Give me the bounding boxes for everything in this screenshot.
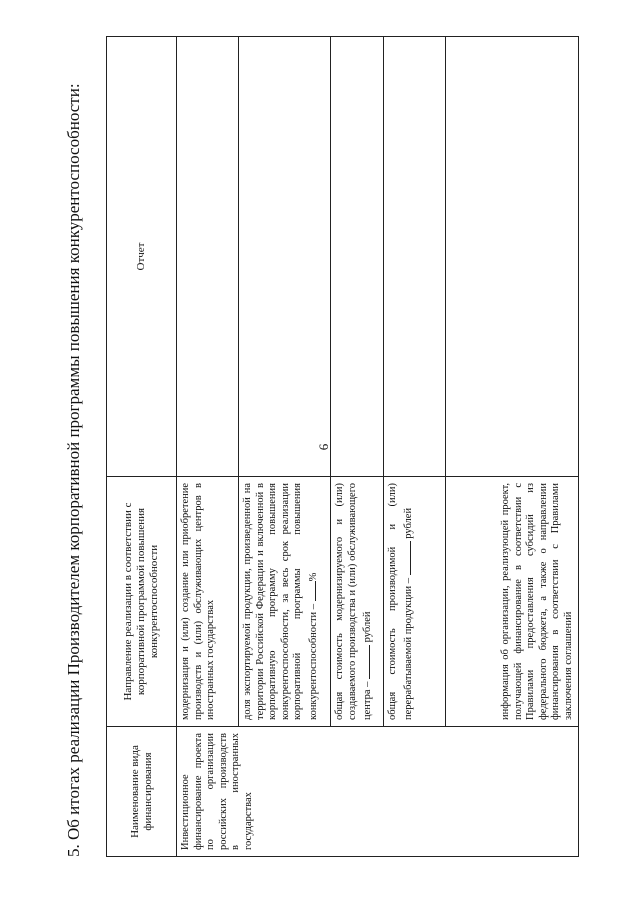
rotated-page-content	[63, 37, 578, 857]
direction-text: общая стоимость модернизируемого и (или) создаваемого производства и (или) обслуживающего центра –	[334, 483, 373, 720]
direction-cell	[331, 477, 384, 727]
direction-cell: модернизация и (или) создание или приобретение производств и (или) обслуживающих центров в иностранных государствах	[177, 477, 239, 727]
financing-type-cell: Инвестиционное финансирование проекта по организации российских производств в иностранных государствах	[177, 727, 579, 857]
blank-field	[400, 541, 411, 575]
report-cell[interactable]	[446, 37, 579, 477]
direction-text: общая стоимость производимой и (или) перерабатываемой продукции –	[387, 483, 414, 720]
report-cell[interactable]	[239, 37, 331, 477]
direction-text: доля экспортируемой продукции, произведенной на территории Российской Федерации и включенной в корпоративную программу повышения конкурентоспособности, за весь срок реализации корпоративной программы повышения конкурентоспособности –	[242, 483, 319, 720]
report-cell[interactable]	[177, 37, 239, 477]
header-direction: Направление реализации в соответствии с корпоративной программой повышения конкурентоспособности	[107, 477, 177, 727]
report-cell[interactable]	[384, 37, 446, 477]
blank-field	[359, 645, 370, 679]
table-header-row	[107, 37, 177, 857]
blank-field	[305, 581, 316, 601]
header-financing-type: Наименование вида финансирования	[107, 727, 177, 857]
section-heading: 5. Об итогах реализации Производителем корпоративной программы повышения конкурентоспособности:	[64, 83, 83, 857]
unit-label: рублей	[402, 507, 414, 539]
unit-label: %	[307, 572, 319, 582]
direction-cell	[384, 477, 446, 727]
direction-cell	[239, 477, 331, 727]
direction-cell: информация об организации, реализующей проект, получающей финансирование в соответствии с Правилами предоставления субсидий из федерального бюджета, а также о направлении финансирования в соответствии с Правилами заключения соглашений	[446, 477, 579, 727]
report-table	[106, 36, 579, 857]
page-number: 6	[316, 443, 331, 451]
header-report: Отчет	[107, 37, 177, 477]
report-cell[interactable]	[331, 37, 384, 477]
table-row	[177, 37, 239, 857]
unit-label: рублей	[362, 611, 373, 643]
